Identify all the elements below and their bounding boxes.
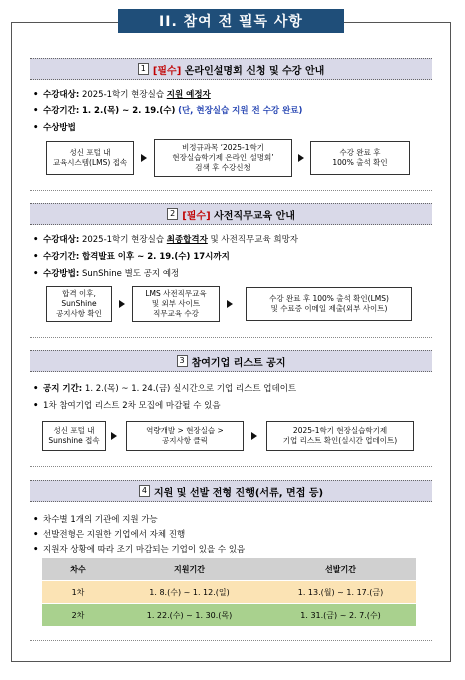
s3-step-1: 성신 포털 내 Sunshine 접속 bbox=[42, 421, 106, 451]
section-2-number: 2 bbox=[167, 208, 178, 220]
s1-step-1: 성신 포털 내 교육시스템(LMS) 접속 bbox=[46, 141, 134, 175]
section-1-line-2: • 수강기간: 1. 2.(목) ~ 2. 19.(수) (단, 현장실습 지원 전 수강 완료) bbox=[33, 106, 303, 116]
header-selection-period: 선발기간 bbox=[265, 558, 416, 581]
s3-step-3: 2025-1학기 현장실습학기제 기업 리스트 확인(실시간 업데이트) bbox=[266, 421, 414, 451]
page-title: II. 참여 전 필독 사항 bbox=[118, 9, 344, 33]
table-header-row bbox=[42, 558, 416, 581]
section-3-number: 3 bbox=[177, 355, 188, 367]
section-4-line-3: • 지원자 상황에 따라 조기 마감되는 기업이 있을 수 있음 bbox=[33, 545, 246, 555]
table-row: 2차 1. 22.(수) ~ 1. 30.(목) 1. 31.(금) ~ 2. 7.(수) bbox=[42, 604, 416, 627]
section-4-number: 4 bbox=[139, 485, 150, 497]
section-2-title: 사전직무교육 안내 bbox=[214, 210, 295, 222]
divider bbox=[30, 640, 432, 641]
section-1-number: 1 bbox=[138, 63, 149, 75]
divider bbox=[30, 466, 432, 467]
section-2-required-tag: [필수] bbox=[182, 210, 211, 222]
section-3-title: 참여기업 리스트 공지 bbox=[191, 357, 286, 369]
arrow-right-icon bbox=[119, 300, 125, 308]
s2-step-1: 합격 이후, SunShine 공지사항 확인 bbox=[46, 286, 112, 322]
table-row: 1차 1. 8.(수) ~ 1. 12.(일) 1. 13.(월) ~ 1. 17.(금) bbox=[42, 581, 416, 604]
s2-step-3: 수강 완료 후 100% 출석 확인(LMS) 및 수료증 이메일 제출(외부 사이트) bbox=[246, 287, 412, 321]
arrow-right-icon bbox=[141, 154, 147, 162]
arrow-right-icon bbox=[298, 154, 304, 162]
section-1-title: 온라인설명회 신청 및 수강 안내 bbox=[184, 65, 325, 77]
section-3-header bbox=[30, 350, 432, 372]
s1-step-2: 비정규과목 ‘2025-1학기 현장실습학기제 온라인 설명회’ 검색 후 수강신청 bbox=[154, 139, 292, 177]
section-4-header bbox=[30, 480, 432, 502]
section-4-title: 지원 및 선발 전형 진행(서류, 면접 등) bbox=[154, 487, 324, 499]
s3-step-2: 역량개발 > 현장실습 > 공지사항 클릭 bbox=[126, 421, 244, 451]
section-2-header bbox=[30, 203, 432, 225]
divider bbox=[30, 190, 432, 191]
section-1-header bbox=[30, 58, 432, 80]
header-application-period: 지원기간 bbox=[114, 558, 265, 581]
s1-step-3: 수강 완료 후 100% 출석 확인 bbox=[310, 141, 410, 175]
section-4-line-1: • 차수별 1개의 기관에 지원 가능 bbox=[33, 515, 158, 525]
section-3-line-2: • 1차 참여기업 리스트 2차 모집에 마감될 수 있음 bbox=[33, 401, 221, 411]
arrow-right-icon bbox=[251, 432, 257, 440]
section-2-line-3: • 수강방법: SunShine 별도 공지 예정 bbox=[33, 269, 180, 279]
selection-schedule-table bbox=[42, 558, 416, 627]
section-4-line-2: • 선발전형은 지원한 기업에서 자체 진행 bbox=[33, 530, 186, 540]
header-round: 차수 bbox=[42, 558, 114, 581]
section-2-line-1: • 수강대상: 2025-1학기 현장실습 최종합격자 및 사전직무교육 희망자 bbox=[33, 235, 299, 245]
s2-step-2: LMS 사전직무교육 및 외부 사이트 직무교육 수강 bbox=[132, 286, 220, 322]
arrow-right-icon bbox=[227, 300, 233, 308]
arrow-right-icon bbox=[111, 432, 117, 440]
divider bbox=[30, 337, 432, 338]
section-1-required-tag: [필수] bbox=[152, 65, 182, 77]
section-1-line-1: • 수강대상: 2025-1학기 현장실습 지원 예정자 bbox=[33, 90, 211, 100]
section-3-line-1: • 공지 기간: 1. 2.(목) ~ 1. 24.(금) 실시간으로 기업 리스트 업데이트 bbox=[33, 384, 297, 394]
section-1-line-3: • 수상방법 bbox=[33, 123, 76, 133]
section-2-line-2: • 수강기간: 합격발표 이후 ~ 2. 19.(수) 17시까지 bbox=[33, 252, 230, 262]
